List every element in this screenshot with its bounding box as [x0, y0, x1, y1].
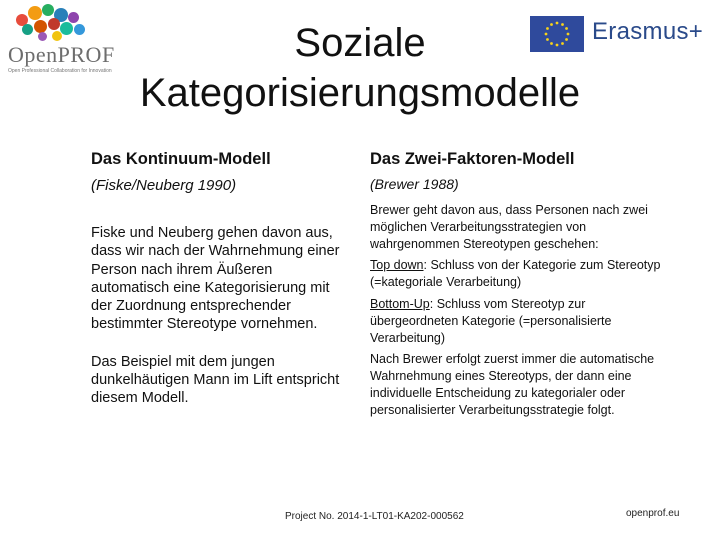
- topdown-text: : Schluss von der Kategorie zum Stereotyp (=kategoriale Verarbeitung): [370, 258, 661, 290]
- logo-wordmark: OpenPROF: [8, 42, 115, 67]
- erasmus-label: Erasmus+: [592, 18, 704, 45]
- left-subheading: (Fiske/Neuberg 1990): [91, 177, 237, 194]
- slide-title: Soziale Kategorisierungsmodelle: [139, 21, 581, 115]
- left-paragraph-2: Das Beispiel mit dem jungen dunkelhäutigen Mann im Lift entspricht diesem Modell.: [91, 353, 340, 407]
- left-paragraph-1: Fiske und Neuberg gehen davon aus, dass wir nach der Wahrnehmung einer Person nach ihrem Äußeren automatisch eine Kategorisierung mit der Zuordnung entsprechender bestimmter Stereotype vornehmen.: [91, 225, 340, 333]
- bottomup-term: Bottom-Up: [370, 296, 430, 311]
- topdown-paragraph: [370, 257, 670, 291]
- logo-tagline: Open Professional Collaboration for Innovation: [8, 68, 112, 74]
- right-column: [370, 150, 670, 419]
- right-heading: Das Zwei-Faktoren-Modell: [370, 150, 575, 168]
- footer-project-number: Project No. 2014-1-LT01-KA202-000562: [285, 511, 464, 522]
- right-subheading: (Brewer 1988): [370, 176, 459, 192]
- right-intro: Brewer geht davon aus, dass Personen nach zwei möglichen Verarbeitungsstrategien von wahrgenommen Stereotypen geschehen:: [370, 203, 648, 251]
- left-column: [91, 150, 351, 408]
- left-heading: Das Kontinuum-Modell: [91, 150, 271, 168]
- topdown-term: Top down: [370, 258, 424, 273]
- bottomup-paragraph: [370, 296, 670, 346]
- right-conclusion: Nach Brewer erfolgt zuerst immer die automatische Wahrnehmung eines Stereotyps, der dann eine individuelle Entscheidung zu kategorialer oder personalisierter Verarbeitungsstrategie folgt.: [370, 352, 655, 417]
- logo-icon-cluster: [10, 4, 98, 42]
- footer-site: openprof.eu: [626, 508, 680, 519]
- bottomup-text: : Schluss vom Stereotyp zur übergeordneten Kategorie (=personalisierte Verarbeitung): [370, 296, 612, 345]
